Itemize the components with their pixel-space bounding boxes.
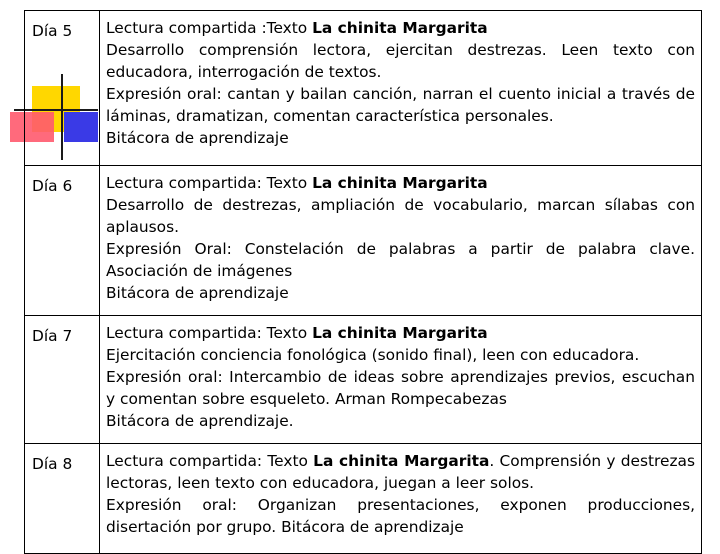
activity-plan-table [24,10,702,554]
book-title: La chinita Margarita [312,19,488,37]
activity-line: Bitácora de aprendizaje [106,129,289,147]
activity-line: Bitácora de aprendizaje. [106,412,294,430]
reading-line: Lectura compartida: Texto La chinita Margarita [106,324,488,342]
content-cell [100,444,702,554]
reading-line: Lectura compartida :Texto La chinita Margarita [106,19,488,37]
reading-line: Lectura compartida: Texto La chinita Margarita [106,174,488,192]
activity-line: Expresión oral: Organizan presentaciones, exponen producciones, disertación por grupo. Bitácora de aprendizaje [106,496,695,536]
book-title: La chinita Margarita [312,174,488,192]
day-cell: Día 5 [25,11,100,166]
content-cell [100,166,702,316]
activity-line: Desarrollo de destrezas, ampliación de vocabulario, marcan sílabas con aplausos. [106,196,695,236]
table-row [25,166,702,316]
content-cell [100,316,702,444]
content-cell [100,11,702,166]
book-title: La chinita Margarita [313,452,490,470]
day-cell: Día 6 [25,166,100,316]
activity-line: Bitácora de aprendizaje [106,284,289,302]
reading-line: Lectura compartida: Texto La chinita Margarita. Comprensión y destrezas lectoras, leen texto con educadora, juegan a leer solos. [106,452,695,492]
book-title: La chinita Margarita [312,324,488,342]
activity-line: Expresión oral: cantan y bailan canción, narran el cuento inicial a través de láminas, dramatizan, comentan característica personales. [106,85,695,125]
activity-line: Desarrollo comprensión lectora, ejercitan destrezas. Leen texto con educadora, interrogación de textos. [106,41,695,81]
activity-line: Expresión oral: Intercambio de ideas sobre aprendizajes previos, escuchan y comentan sobre esqueleto. Arman Rompecabezas [106,368,695,408]
activity-line: Expresión Oral: Constelación de palabras a partir de palabra clave. Asociación de imágenes [106,240,695,280]
day-cell: Día 8 [25,444,100,554]
table-row [25,316,702,444]
table-row [25,11,702,166]
table-row [25,444,702,554]
activity-line: Ejercitación conciencia fonológica (sonido final), leen con educadora. [106,346,640,364]
day-cell: Día 7 [25,316,100,444]
